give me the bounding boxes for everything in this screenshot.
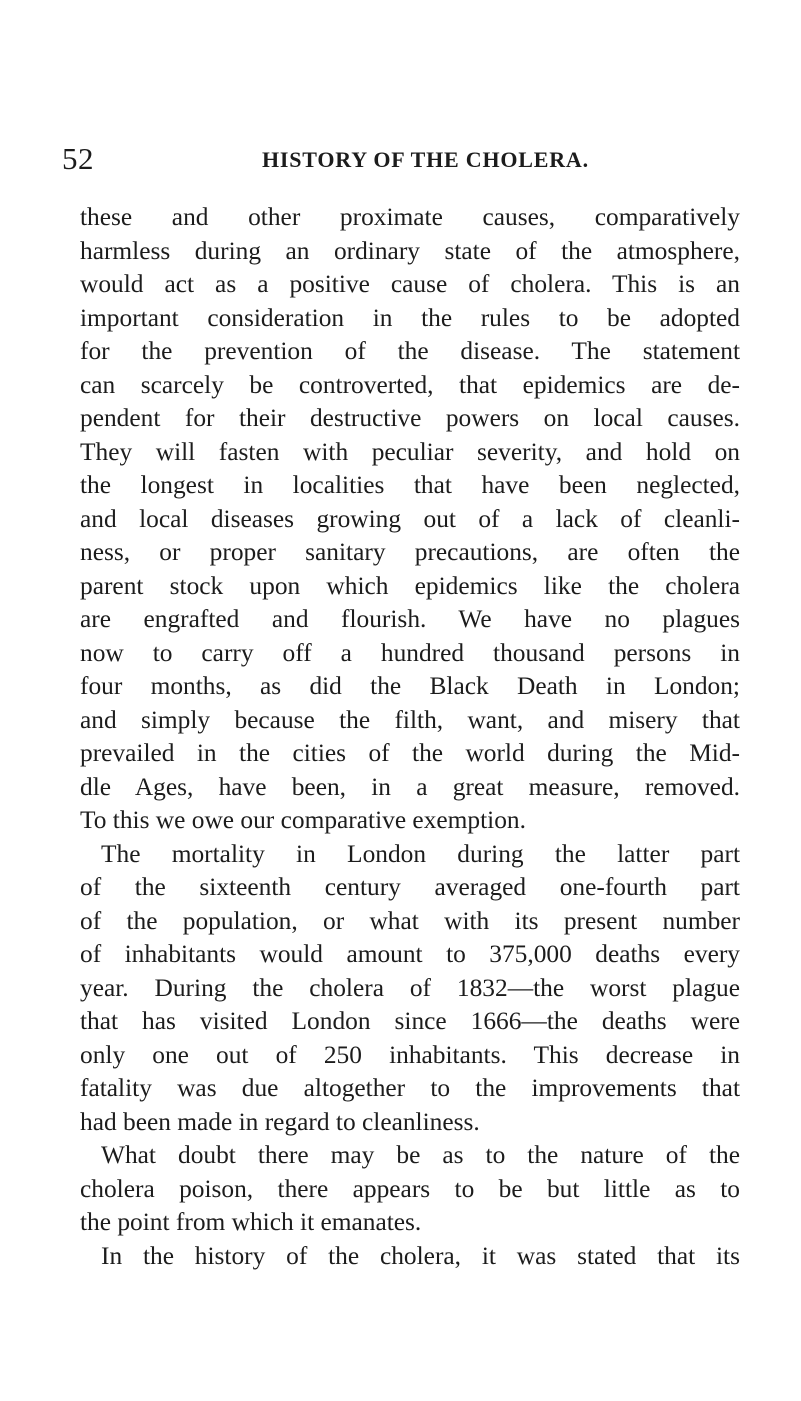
text-line: prevailed in the cities of the world during the Mid- bbox=[80, 739, 740, 767]
text-line: the longest in localities that have been neglected, bbox=[80, 471, 740, 499]
text-line: four months, as did the Black Death in London; bbox=[80, 672, 740, 700]
running-head bbox=[62, 142, 742, 176]
text-line: What doubt there may be as to the nature of the bbox=[101, 1141, 740, 1169]
text-line: for the prevention of the disease. The statement bbox=[80, 337, 740, 365]
text-line: cholera poison, there appears to be but little as to bbox=[80, 1174, 740, 1203]
text-line: parent stock upon which epidemics like the cholera bbox=[80, 571, 740, 600]
text-line: fatality was due altogether to the improvements that bbox=[80, 1074, 740, 1102]
running-title: HISTORY OF THE CHOLERA. bbox=[262, 147, 589, 172]
text-line: and local diseases growing out of a lack of cleanli- bbox=[80, 504, 740, 533]
text-line: these and other proximate causes, comparatively bbox=[80, 203, 740, 231]
text-line: harmless during an ordinary state of the atmosphere, bbox=[80, 236, 740, 265]
text-line: of the sixteenth century averaged one-fourth part bbox=[80, 873, 740, 901]
text-line: would act as a positive cause of cholera. This is an bbox=[80, 270, 740, 298]
text-line: dle Ages, have been, in a great measure, removed. bbox=[80, 772, 740, 801]
text-line: In the history of the cholera, it was stated that its bbox=[101, 1241, 740, 1270]
text-line: that has visited London since 1666—the deaths were bbox=[80, 1007, 740, 1035]
page-number: 52 bbox=[62, 141, 94, 176]
text-line: ness, or proper sanitary precautions, are often the bbox=[80, 538, 740, 566]
text-line: They will fasten with peculiar severity, and hold on bbox=[80, 437, 740, 466]
text-line: the point from which it emanates. bbox=[80, 1208, 422, 1236]
text-line: are engrafted and flourish. We have no plagues bbox=[80, 605, 740, 633]
text-line: now to carry off a hundred thousand persons in bbox=[80, 638, 740, 667]
text-line: To this we owe our comparative exemption. bbox=[80, 806, 526, 834]
text-line: of the population, or what with its present number bbox=[80, 906, 740, 935]
text-line: had been made in regard to cleanliness. bbox=[80, 1107, 480, 1136]
text-line: and simply because the filth, want, and misery that bbox=[80, 705, 740, 734]
text-line: of inhabitants would amount to 375,000 deaths every bbox=[80, 940, 740, 968]
text-line: can scarcely be controverted, that epidemics are de- bbox=[80, 370, 740, 399]
text-line: important consideration in the rules to be adopted bbox=[80, 303, 740, 332]
body-text bbox=[80, 201, 740, 1273]
text-line: pendent for their destructive powers on local causes. bbox=[80, 404, 740, 432]
text-line: only one out of 250 inhabitants. This decrease in bbox=[80, 1040, 740, 1069]
text-line: year. During the cholera of 1832—the worst plague bbox=[80, 973, 740, 1002]
text-line: The mortality in London during the latter part bbox=[101, 839, 740, 868]
